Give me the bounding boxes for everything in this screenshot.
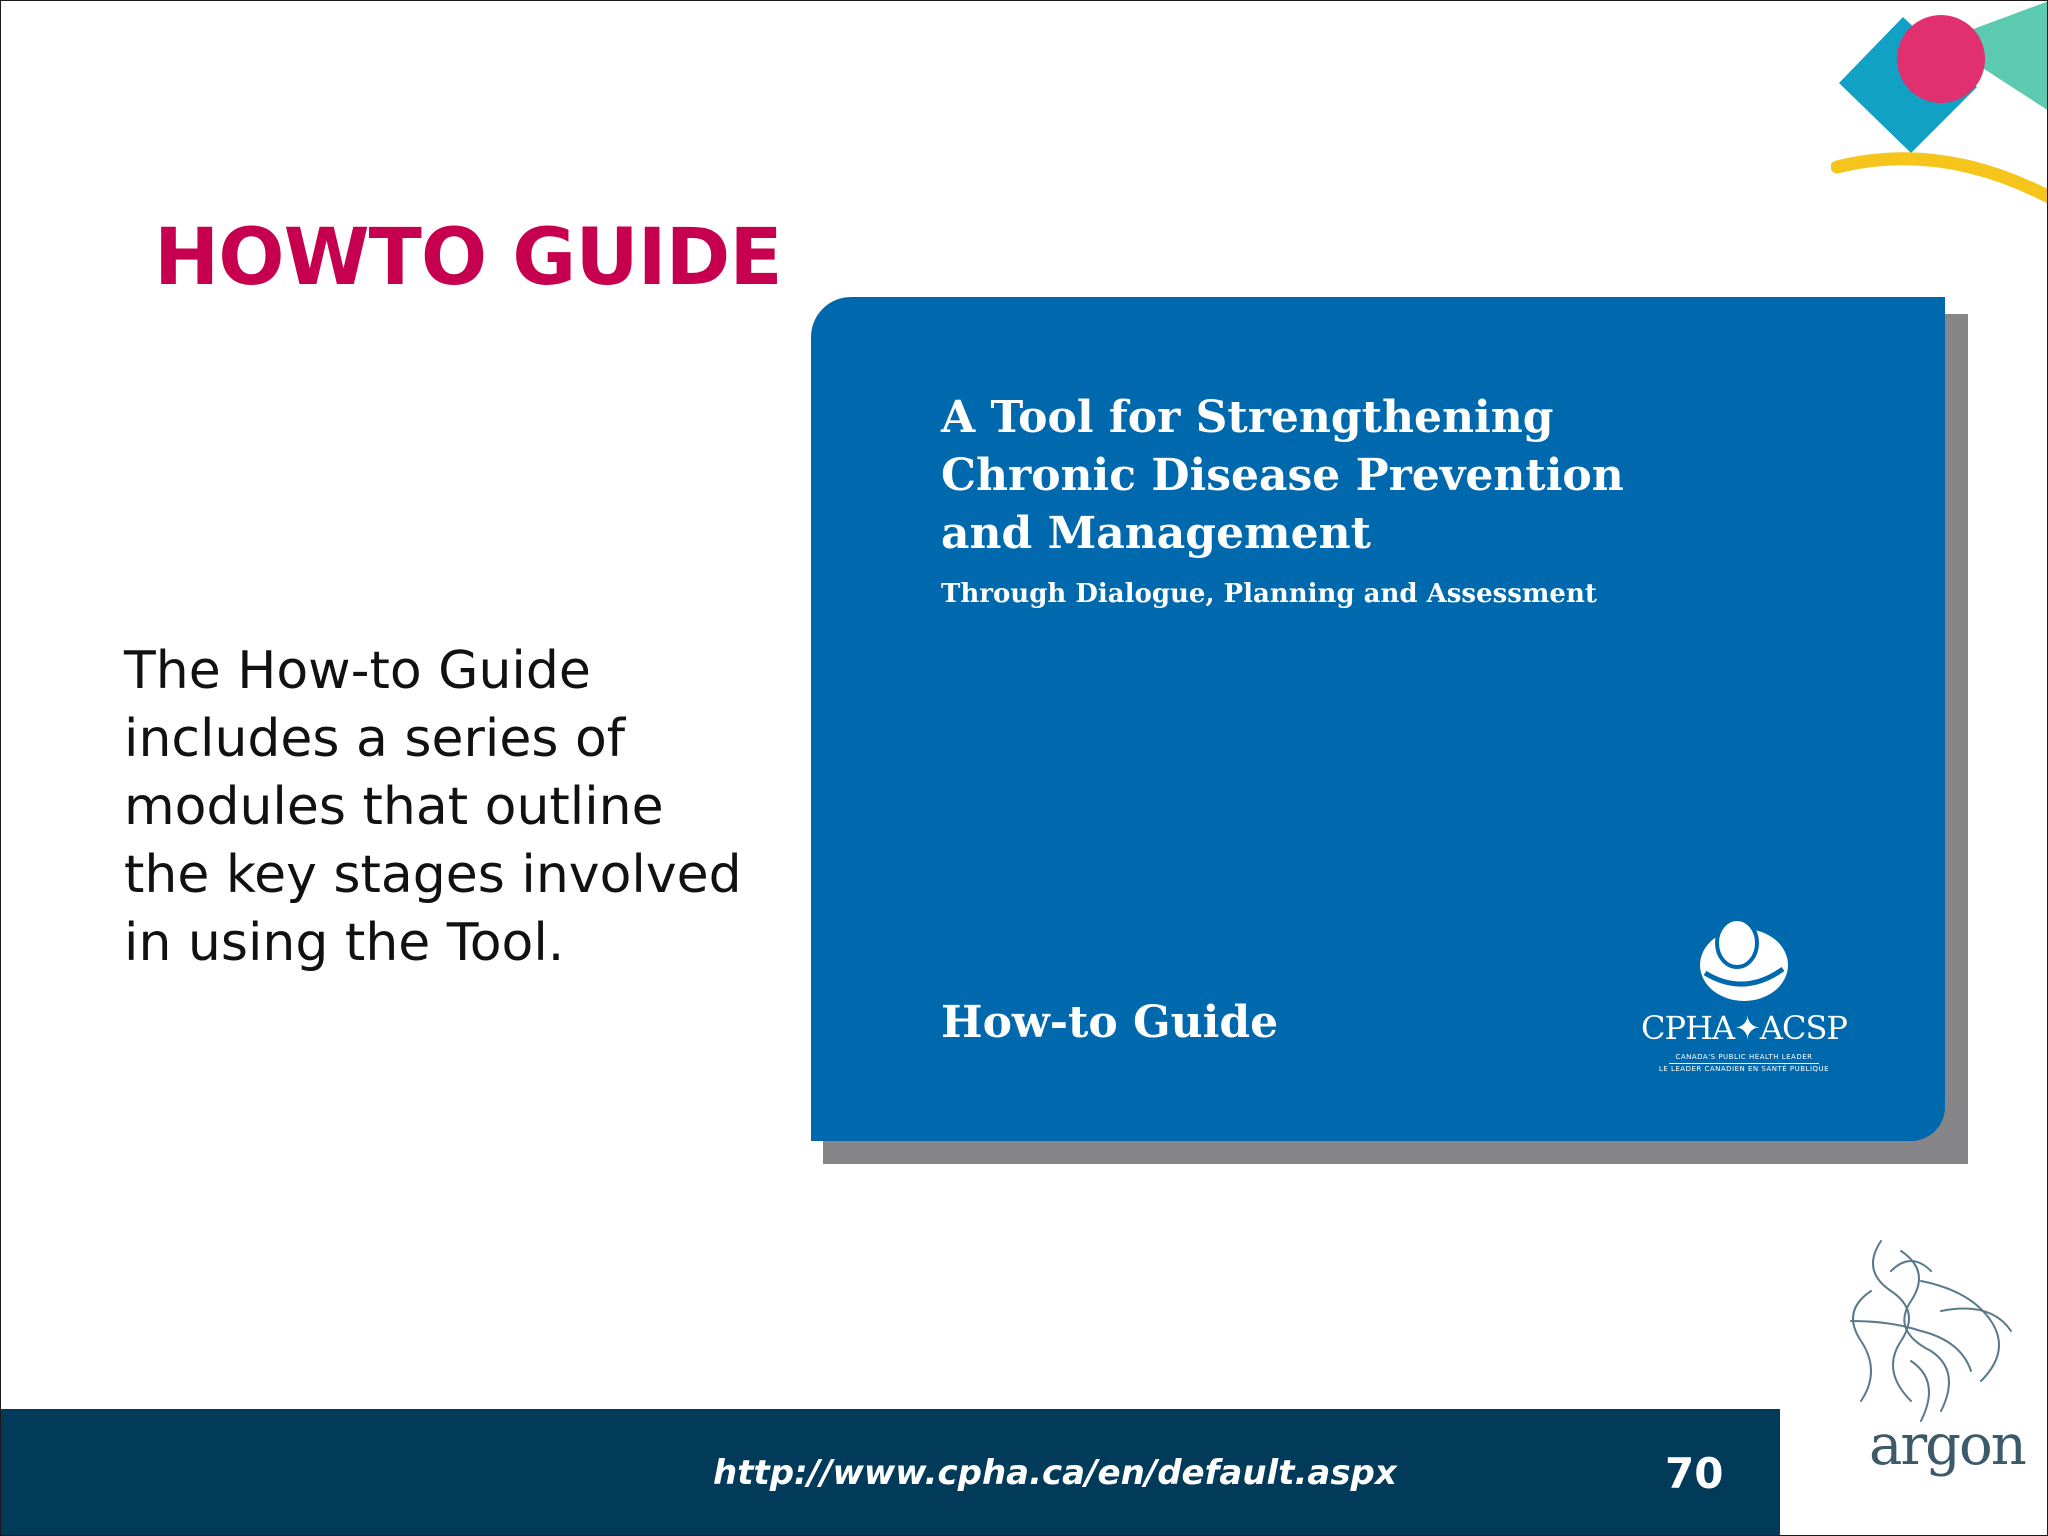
cover-guide-label: How-to Guide (941, 997, 1279, 1048)
cover-title-line: Chronic Disease Prevention (941, 450, 1624, 501)
argon-logo (1821, 1231, 2031, 1531)
page-number: 70 (1665, 1449, 1724, 1498)
cpha-divider (1669, 1063, 1819, 1064)
guide-cover-image (811, 297, 1945, 1141)
cover-title-line: and Management (941, 508, 1371, 559)
page-title: HOWTO GUIDE (154, 213, 782, 303)
cpha-tagline-en: CANADA'S PUBLIC HEALTH LEADER (1675, 1053, 1813, 1061)
cpha-tagline-fr: LE LEADER CANADIEN EN SANTÉ PUBLIQUE (1658, 1065, 1830, 1073)
cover-title (941, 389, 1841, 563)
cover-title-line: A Tool for Strengthening (941, 392, 1554, 443)
argon-swirl-logo (1821, 1231, 2031, 1431)
argon-wordmark: argon (1869, 1413, 2025, 1478)
cpha-logo-name: CPHA✦ACSP (1641, 1009, 1847, 1047)
cover-subtitle: Through Dialogue, Planning and Assessment (941, 579, 1597, 609)
geometric-shapes-icon (1831, 1, 2048, 211)
cpha-emblem-icon (1629, 913, 1859, 1013)
footer-url-link[interactable]: http://www.cpha.ca/en/default.aspx (713, 1453, 1397, 1493)
body-paragraph: The How-to Guide includes a series of modules that outline the key stages involved in using the Tool. (124, 641, 742, 973)
footer-bar (1, 1409, 1780, 1536)
cpha-logo (1629, 913, 1859, 1083)
